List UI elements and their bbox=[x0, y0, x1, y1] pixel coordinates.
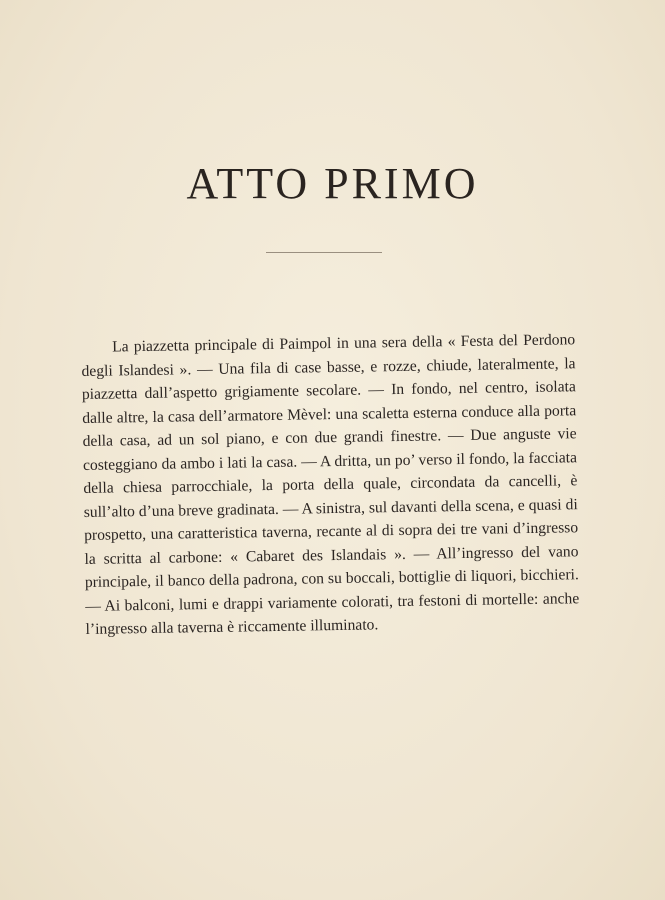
decorative-rule bbox=[266, 252, 382, 253]
stage-direction-paragraph: La piazzetta principale di Paimpol in una sera della « Festa del Perdono degli Islandesi ». — Una fila di case basse, e rozze, chiude, lateralmente, la piazzetta dall’aspetto grigiamente secolare. — In fondo, nel centro, isolata dalle altre, la casa dell’armatore Mèvel: una scaletta esterna conduce alla porta della casa, ad un sol piano, e con due grandi finestre. — Due anguste vie costeggiano da ambo i lati la casa. — A dritta, un po’ verso il fondo, la facciata della chiesa parrocchiale, la porta della quale, circondata da cancelli, è sull’alto d’una breve gradinata. — A sinistra, sul davanti della scena, e quasi di prospetto, una caratteristica taverna, recante al di sopra dei tre vani d’ingresso la scritta al carbone: « Cabaret des Islandais ». — All’ingresso del vano principale, il banco della padrona, con su boccali, bottiglie di liquori, bicchieri. — Ai balconi, lumi e drappi variamente colorati, tra festoni di mortelle: anche l’ingresso alla taverna è riccamente illuminato. bbox=[81, 331, 580, 638]
act-title: ATTO PRIMO bbox=[186, 159, 479, 208]
